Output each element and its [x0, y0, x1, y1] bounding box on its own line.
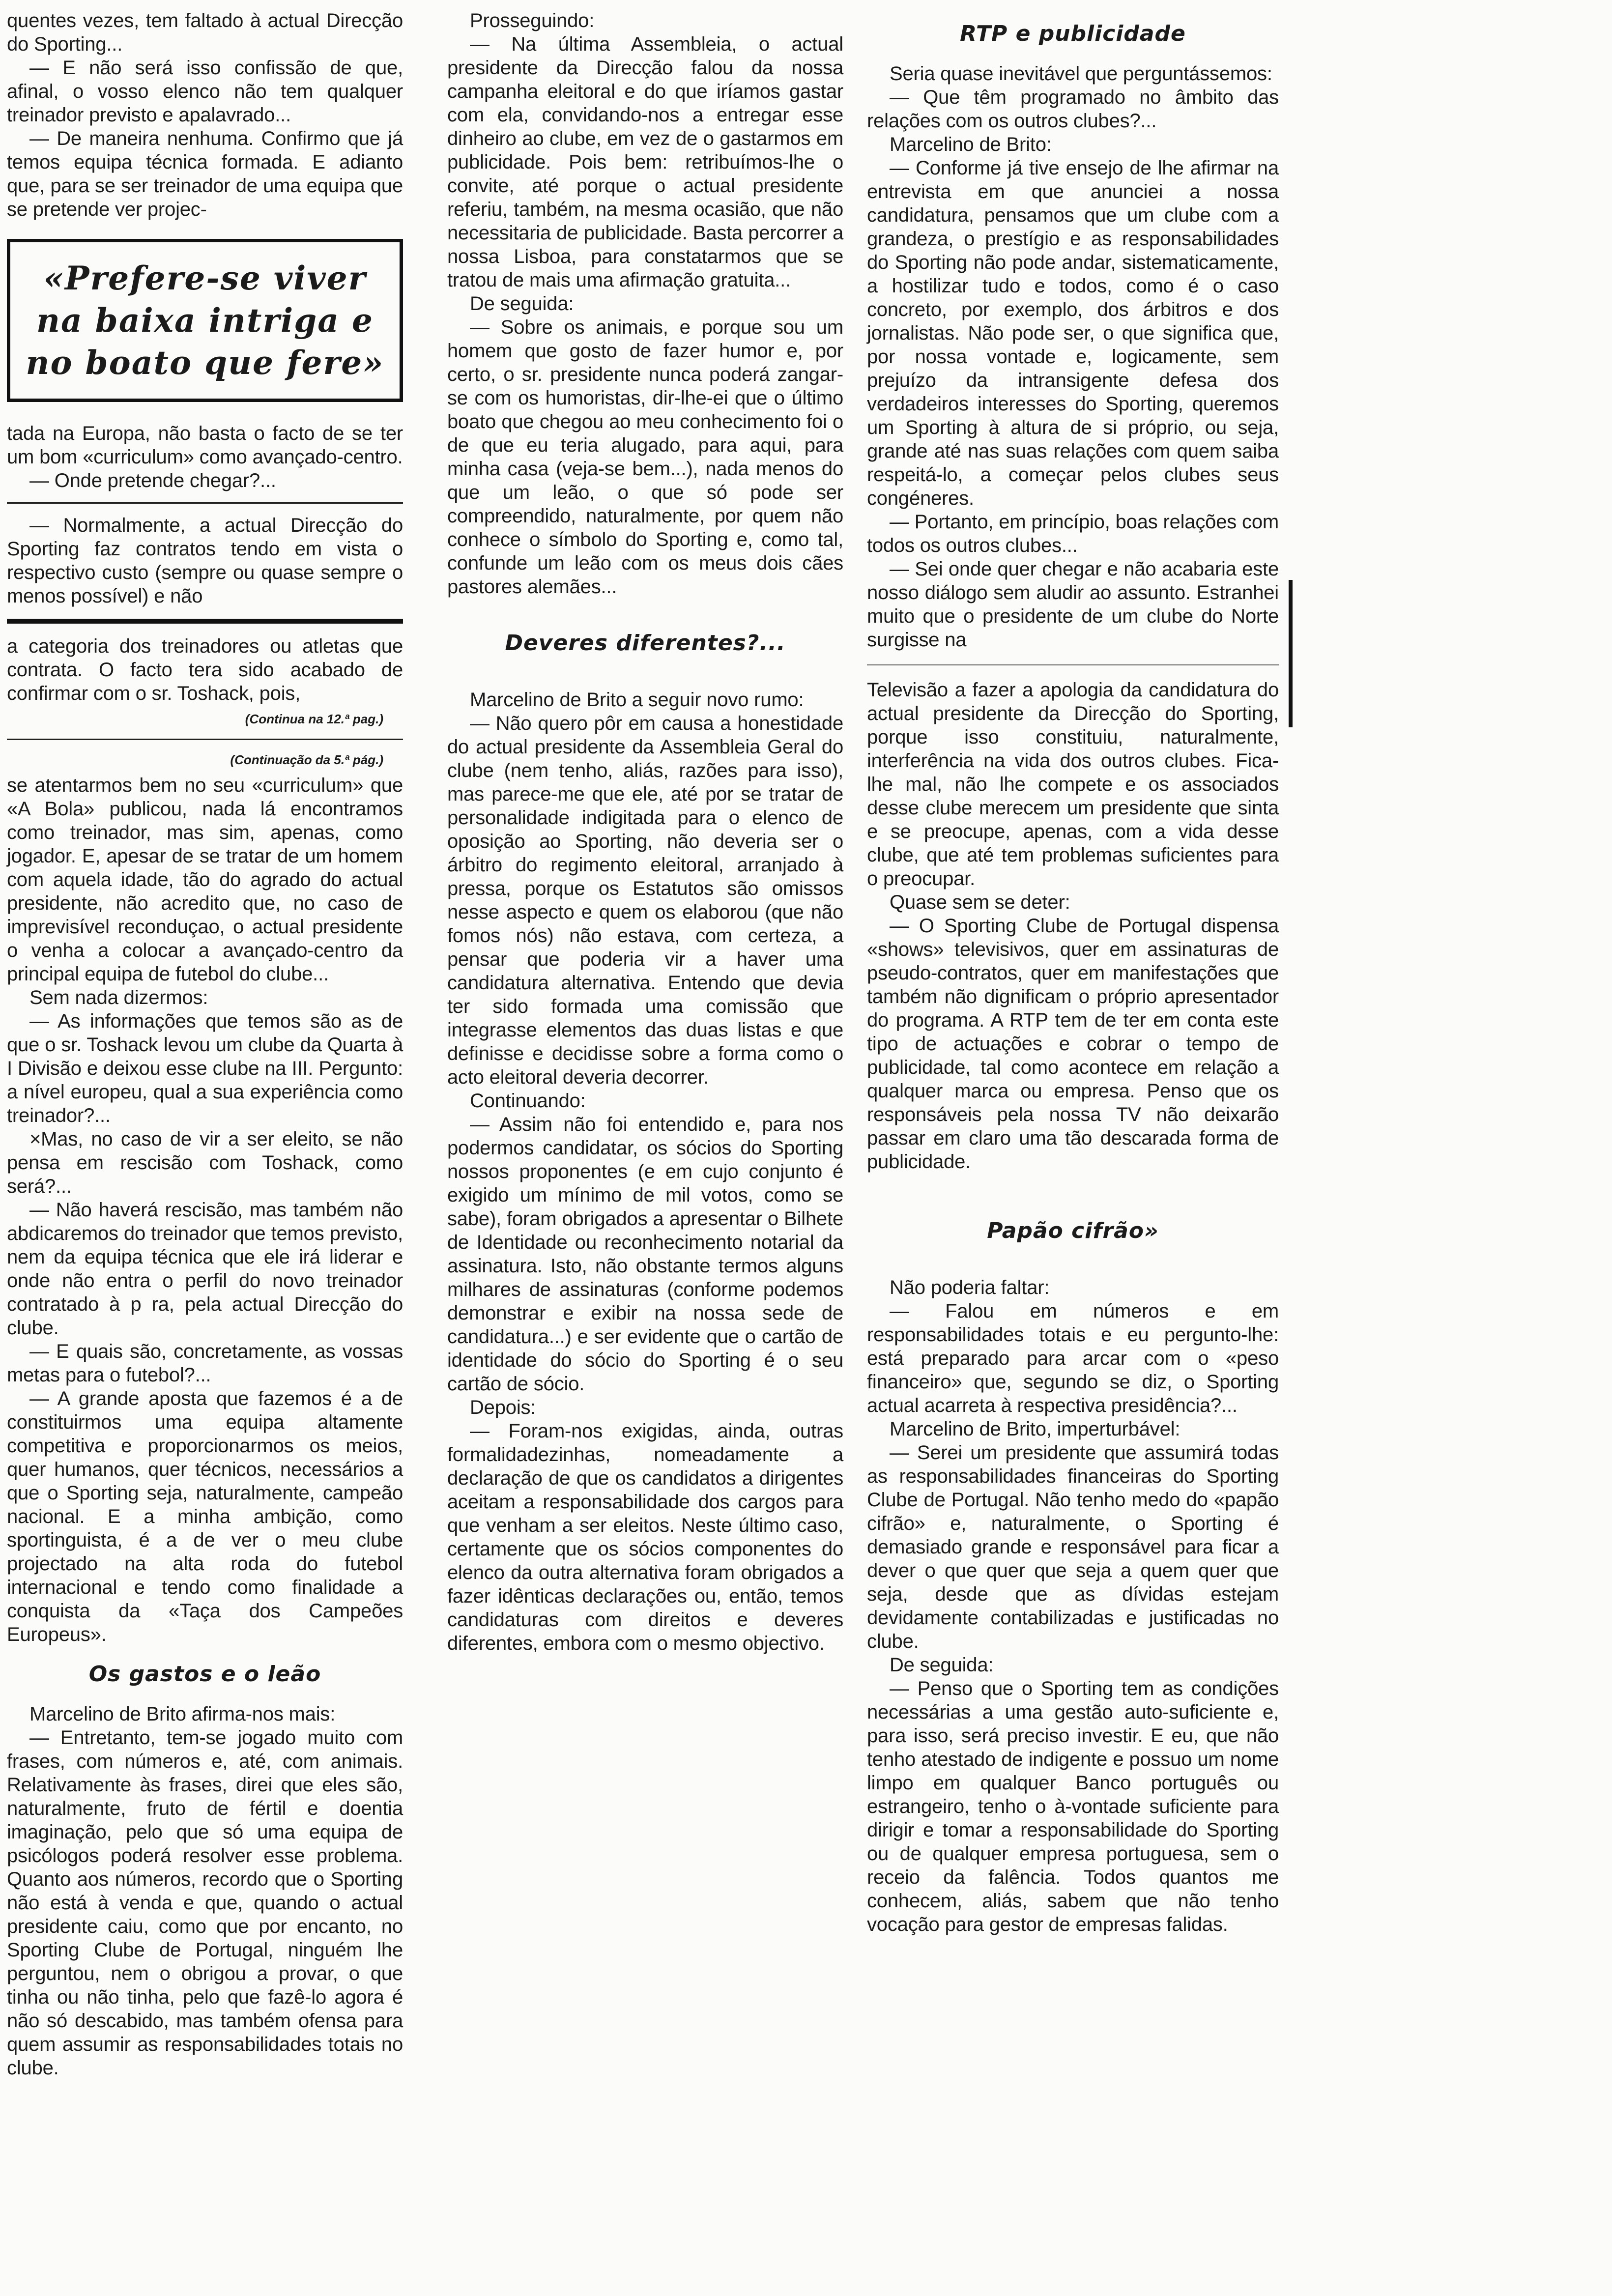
paragraph: — Foram-nos exigidas, ainda, outras formalidadezinhas, nomeadamente a declaração de que os candidatos a dirigentes aceitam a responsabilidade dos cargos para que venham a ser eleitos. Neste último caso, certamente que os sócios componentes do elenco da outra alternativa foram obrigados a fazer idênticas declarações ou, então, temos candidaturas com direitos e deveres diferentes, embora com o mesmo objectivo.: [447, 1420, 843, 1654]
paragraph: a categoria dos treinadores ou atletas que contrata. O facto tera sido acabado de confirmar com o sr. Toshack, pois,: [7, 635, 403, 704]
paragraph: — Sobre os animais, e porque sou um homem que gosto de fazer humor e, por certo, o sr. presidente nunca poderá zangar-se com os humoristas, dir-lhe-ei que o último boato que chegou ao meu conhecimento foi o de que eu teria alugado, para aqui, para minha casa (veja-se bem...), nada menos do que um leão, o que só pode ser compreendido, naturalmente, por quem não conhece o símbolo do Sporting e, como tal, confunde um leão com os meus dois cães pastores alemães...: [447, 316, 843, 598]
paragraph: Marcelino de Brito:: [890, 134, 1052, 155]
paragraph: — E não será isso confissão de que, afinal, o vosso elenco não tem qualquer treinador previsto e apalavrado...: [7, 57, 403, 126]
paragraph: Seria quase inevitável que perguntássemos:: [890, 63, 1272, 85]
paragraph: quentes vezes, tem faltado à actual Direcção do Sporting...: [7, 10, 403, 55]
paragraph: — De maneira nenhuma. Confirmo que já temos equipa técnica formada. E adianto que, para se ser treinador de uma equipa que se pretende ver projec-: [7, 128, 403, 220]
paragraph: — Sei onde quer chegar e não acabaria este nosso diálogo sem aludir ao assunto. Estranhei muito que o presidente de um clube do Norte surgisse na: [867, 558, 1279, 651]
divider: [7, 502, 403, 504]
pull-quote: «Prefere-se viver na baixa intriga e no boato que fere»: [7, 239, 403, 402]
divider: [7, 619, 403, 624]
paragraph: — Entretanto, tem-se jogado muito com frases, com números e, até, com animais. Relativamente às frases, direi que eles são, naturalmente, fruto de fértil e doentia imaginação, pelo que só uma equipa de psicólogos poderá resolver esse problema. Quanto aos números, recordo que o Sporting não está à venda e que, quando o actual presidente caiu, como que por encanto, no Sporting Clube de Portugal, ninguém lhe perguntou, nem o obrigou a provar, o que tinha ou não tinha, pelo que fazê-lo agora é não só descabido, mas também ofensa para quem assumir as responsabilidades totais no clube.: [7, 1727, 403, 2079]
paragraph: — A grande aposta que fazemos é a de constituirmos uma equipa altamente competitiva e proporcionarmos os meios, quer humanos, quer técnicos, necessários a que o Sporting seja, naturalmente, campeão nacional. E a minha ambição, como sportinguista, é a de ver o meu clube projectado na alta roda do futebol internacional e tendo como finalidade a conquista da «Taça dos Campeões Europeus».: [7, 1388, 403, 1645]
paragraph: ×Mas, no caso de vir a ser eleito, se não pensa em rescisão com Toshack, como será?...: [7, 1128, 403, 1197]
paragraph: Sem nada dizermos:: [29, 987, 208, 1008]
paragraph: — O Sporting Clube de Portugal dispensa «shows» televisivos, quer em assinaturas de pseudo-contratos, quer em manifestações que também não dignificam o próprio apresentador do programa. A RTP tem de ter em conta este tipo de actuações e cobrar o tempo de publicidade, tal como acontece em relação a qualquer marca ou empresa. Penso que os responsáveis pela nossa TV não deixarão passar em claro uma tão descarada forma de publicidade.: [867, 915, 1279, 1173]
section-heading: Os gastos e o leão: [88, 1662, 321, 1687]
paragraph: — Onde pretende chegar?...: [29, 470, 276, 491]
paragraph: — As informações que temos são as de que o sr. Toshack levou um clube da Quarta à I Divisão e deixou esse clube na III. Pergunto: a nível europeu, qual a sua experiência como treinador?...: [7, 1010, 403, 1126]
divider: [7, 739, 403, 740]
paragraph: Continuando:: [470, 1090, 586, 1112]
paragraph: se atentarmos bem no seu «curriculum» que «A Bola» publicou, nada lá encontramos como treinador, mas sim, apenas, como jogador. E, apesar de se tratar de um homem com aquela idade, tão do agrado do actual presidente, não acredito que, no caso de imprevisível reconduçao, o actual presidente o venha a colocar a avançado-centro da principal equipa de futebol do clube...: [7, 775, 403, 985]
section-heading: Papão cifrão»: [987, 1218, 1159, 1243]
paragraph: Não poderia faltar:: [890, 1277, 1050, 1298]
col1-top: [7, 9, 403, 221]
paragraph: — Falou em números e em responsabilidades totais e eu pergunto-lhe: está preparado para arcar com o «peso financeiro» que, segundo se diz, o Sporting actual acarreta à respectiva presidência?...: [867, 1300, 1279, 1416]
paragraph: — Serei um presidente que assumirá todas as responsabilidades financeiras do Sporting Clube de Portugal. Não tenho medo do «papão cifrão» e, naturalmente, o Sporting é demasiado grande e responsável para ficar a dever o que quer que seja a quem quer que seja, desde que as dívidas estejam devidamente contabilizadas e justificadas no clube.: [867, 1442, 1279, 1652]
paragraph: De seguida:: [890, 1654, 994, 1676]
paragraph: Marcelino de Brito afirma-nos mais:: [29, 1703, 336, 1725]
paragraph: — Não quero pôr em causa a honestidade do actual presidente da Assembleia Geral do clube (nem tenho, aliás, razões para isso), mas parece-me que ele, até por se tratar de personalidade indigitada para o elenco de oposição ao Sporting, não deveria ser o árbitro do regimento eleitoral, arranjado à pressa, porque os Estatutos são omissos nesse aspecto e quem os elaborou (que não fomos nós) não estava, com certeza, a pensar que poderia vir a haver uma candidatura alternativa. Entendo que devia ter sido formada uma comissão que integrasse elementos das duas listas e que definisse e decidisse sobre a forma como o acto eleitoral deveria decorrer.: [447, 713, 843, 1088]
paragraph: — Portanto, em princípio, boas relações com todos os outros clubes...: [867, 511, 1279, 556]
continuation-note: (Continuação da 5.ª pág.): [230, 752, 383, 767]
paragraph: — Que têm programado no âmbito das relações com os outros clubes?...: [867, 86, 1279, 132]
paragraph: — E quais são, concretamente, as vossas metas para o futebol?...: [7, 1341, 403, 1386]
continue-note: (Continua na 12.ª pag.): [245, 712, 383, 726]
margin-bar: [1289, 580, 1293, 727]
section-heading: RTP e publicidade: [960, 21, 1186, 46]
column-1: [7, 9, 403, 2080]
paragraph: De seguida:: [470, 293, 574, 315]
paragraph: — Conforme já tive ensejo de lhe afirmar na entrevista em que anunciei a nossa candidatura, pensamos que um clube com a grandeza, o prestígio e as responsabilidades do Sporting não pode andar, sistematicamente, a hostilizar tudo e todos, como é o caso concreto, por exemplo, dos árbitros e dos jornalistas. Não pode ser, o que significa que, por nossa vontade e, logicamente, sem prejuízo da intransigente defesa dos verdadeiros interesses do Sporting, queremos um Sporting à altura de si próprio, ou seja, grande até nas suas relações com quem saiba respeitá-lo, a começar pelos clubes seus congéneres.: [867, 157, 1279, 509]
paragraph: — Penso que o Sporting tem as condições necessárias a uma gestão auto-suficiente e, para isso, será preciso investir. E eu, que não tenho atestado de indigente e possuo um nome limpo em qualquer Banco português ou estrangeiro, tenho o à-vontade suficiente para dirigir e tomar a responsabilidade do Sporting ou de qualquer empresa portuguesa, sem o receio da falência. Todos quantos me conhecem, aliás, sabem que não tenho vocação para gestor de empresas falidas.: [867, 1678, 1279, 1935]
column-2: [447, 9, 843, 1655]
paragraph: tada na Europa, não basta o facto de se ter um bom «curriculum» como avançado-centro.: [7, 423, 403, 468]
section-heading: Deveres diferentes?...: [505, 631, 786, 656]
paragraph: Televisão a fazer a apologia da candidatura do actual presidente da Direcção do Sporting, porque isso constituiu, naturalmente, interferência na vida dos outros clubes. Fica-lhe mal, não lhe compete e os associados desse clube merecem um presidente que sinta e se preocupe, apenas, com a vida desse clube, que até tem problemas suficientes para o preocupar.: [867, 679, 1279, 890]
divider: [867, 664, 1279, 665]
paragraph: Quase sem se deter:: [890, 891, 1070, 913]
paragraph: — Não haverá rescisão, mas também não abdicaremos do treinador que temos previsto, nem da equipa técnica que ele irá liderar e onde não entra o perfil do novo treinador contratado à p ra, pela actual Direcção do clube.: [7, 1199, 403, 1339]
paragraph: Depois:: [470, 1397, 536, 1418]
paragraph: — Na última Assembleia, o actual presidente da Direcção falou da nossa campanha eleitoral e do que iríamos gastar com ela, convidando-nos a entregar esse dinheiro ao clube, em vez de o gastarmos em publicidade. Pois bem: retribuímos-lhe o convite, até porque o actual presidente referiu, também, na mesma ocasião, que não necessitaria de publicidade. Basta percorrer a nossa Lisboa, para constatarmos que se tratou de mais uma afirmação gratuita...: [447, 33, 843, 291]
paragraph: Marcelino de Brito a seguir novo rumo:: [470, 689, 804, 711]
column-3: [867, 9, 1279, 1936]
paragraph: Prosseguindo:: [470, 10, 595, 31]
paragraph: Marcelino de Brito, imperturbável:: [890, 1418, 1180, 1440]
paragraph: — Normalmente, a actual Direcção do Sporting faz contratos tendo em vista o respectivo custo (sempre ou quase sempre o menos possível) e não: [7, 515, 403, 607]
paragraph: — Assim não foi entendido e, para nos podermos candidatar, os sócios do Sporting nossos proponentes (e em cujo conjunto é exigido um mínimo de mil votos, como se sabe), foram obrigados a apresentar o Bilhete de Identidade ou reconhecimento notarial da assinatura. Isto, não obstante termos alguns milhares de assinaturas (conforme podemos demonstrar e exibir na nossa sede de candidatura...) e ser evidente que o cartão de identidade do sócio do Sporting é o seu cartão de sócio.: [447, 1114, 843, 1395]
